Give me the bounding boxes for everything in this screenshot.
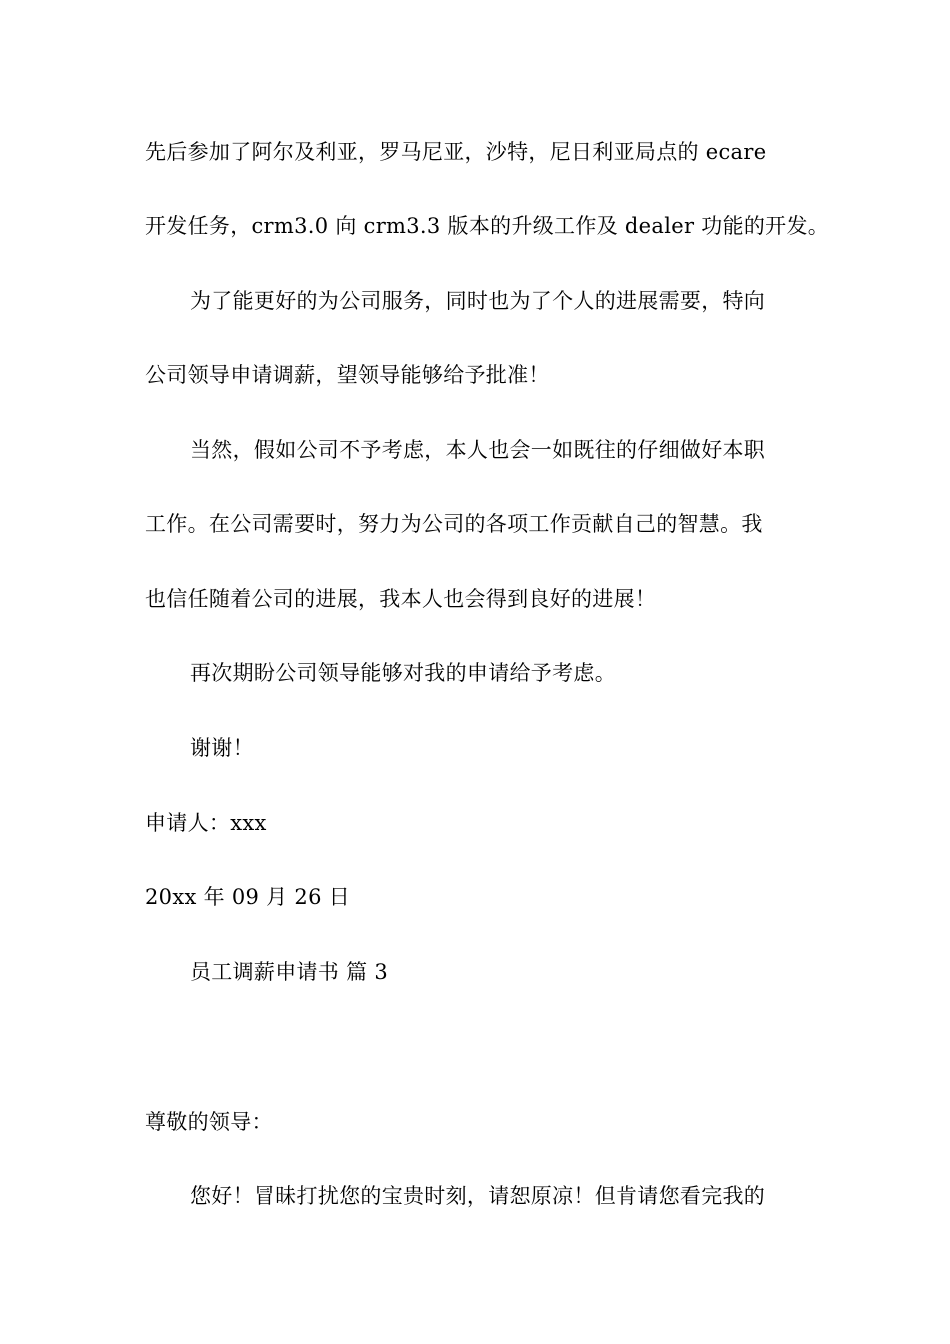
closing-thanks: 谢谢！ bbox=[190, 736, 254, 760]
document-date: 20xx 年 09 月 26 日 bbox=[145, 885, 351, 909]
text-line-3: 为了能更好的为公司服务，同时也为了个人的进展需要，特向 bbox=[190, 289, 766, 313]
text-line-8: 再次期盼公司领导能够对我的申请给予考虑。 bbox=[190, 661, 616, 685]
salutation: 尊敬的领导： bbox=[145, 1110, 273, 1134]
text-line-2: 开发任务，crm3.0 向 crm3.3 版本的升级工作及 dealer 功能的开发。 bbox=[145, 214, 830, 238]
section-heading: 员工调薪申请书 篇 3 bbox=[190, 960, 389, 984]
text-line-7: 也信任随着公司的进展，我本人也会得到良好的进展！ bbox=[145, 587, 657, 611]
text-line-14: 您好！冒昧打扰您的宝贵时刻，请恕原凉！但肯请您看完我的 bbox=[190, 1184, 766, 1208]
text-line-5: 当然，假如公司不予考虑，本人也会一如既往的仔细做好本职 bbox=[190, 438, 766, 462]
applicant-signature: 申请人：xxx bbox=[145, 811, 267, 835]
text-line-1: 先后参加了阿尔及利亚，罗马尼亚，沙特，尼日利亚局点的 ecare bbox=[145, 140, 767, 164]
text-line-6: 工作。在公司需要时，努力为公司的各项工作贡献自己的智慧。我 bbox=[145, 512, 763, 536]
text-line-4: 公司领导申请调薪，望领导能够给予批准！ bbox=[145, 363, 550, 387]
